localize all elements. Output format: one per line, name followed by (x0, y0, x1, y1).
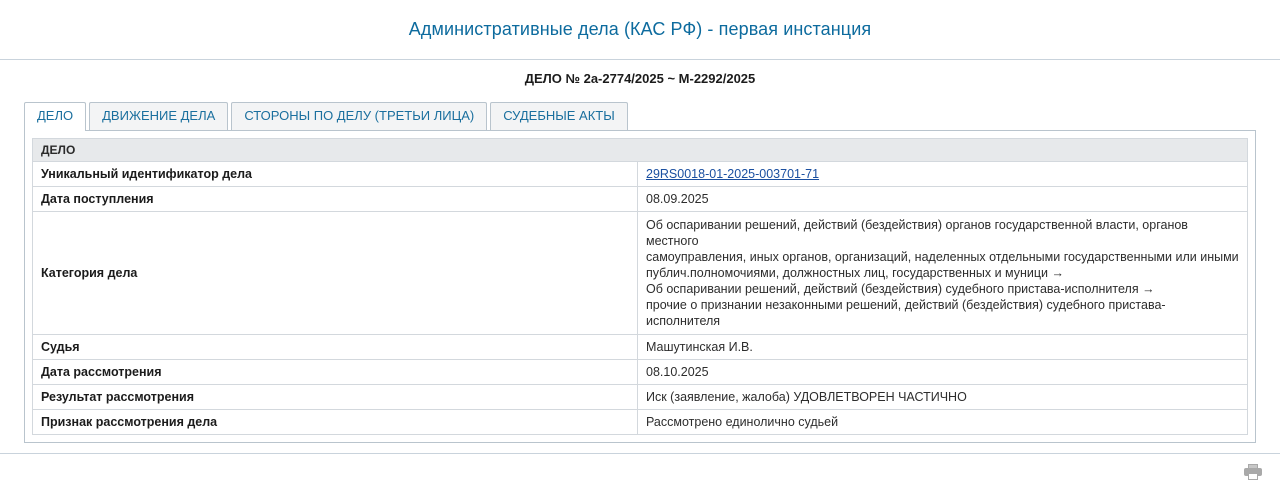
panel-container (0, 130, 1280, 443)
row-label-mode: Признак рассмотрения дела (33, 410, 638, 435)
category-line-2: самоуправления, иных органов, организаций, наделенных отдельными государственными или иными (646, 250, 1239, 264)
table-row (33, 162, 1248, 187)
row-value-received: 08.09.2025 (638, 187, 1248, 212)
tab-sudebnye-akty[interactable]: СУДЕБНЫЕ АКТЫ (490, 102, 628, 130)
table-row (33, 360, 1248, 385)
row-label-received: Дата поступления (33, 187, 638, 212)
case-number-bar (0, 60, 1280, 96)
table-row (33, 187, 1248, 212)
tabs-container (0, 102, 1280, 130)
category-line-1: Об оспаривании решений, действий (бездействия) органов государственной власти, органов местного (646, 218, 1188, 248)
print-icon-top (1248, 464, 1258, 469)
row-label-category: Категория дела (33, 212, 638, 335)
tab-list (24, 102, 1256, 130)
page-footer (0, 453, 1280, 489)
tab-delo[interactable]: ДЕЛО (24, 102, 86, 131)
page-header (0, 0, 1280, 60)
page-title: Административные дела (КАС РФ) - первая инстанция (408, 19, 872, 39)
row-label-judge: Судья (33, 335, 638, 360)
row-label-uid: Уникальный идентификатор дела (33, 162, 638, 187)
print-icon[interactable] (1244, 464, 1262, 480)
section-title: ДЕЛО (33, 139, 1248, 162)
row-value-judge: Машутинская И.В. (638, 335, 1248, 360)
case-details-panel (24, 130, 1256, 443)
table-row (33, 335, 1248, 360)
tab-storony-po-delu[interactable]: СТОРОНЫ ПО ДЕЛУ (ТРЕТЬИ ЛИЦА) (231, 102, 487, 130)
row-value-mode: Рассмотрено единолично судьей (638, 410, 1248, 435)
row-value-result: Иск (заявление, жалоба) УДОВЛЕТВОРЕН ЧАСТИЧНО (638, 385, 1248, 410)
print-icon-paper (1248, 473, 1258, 480)
row-value-category (638, 212, 1248, 335)
case-number: ДЕЛО № 2а-2774/2025 ~ М-2292/2025 (524, 70, 756, 86)
category-line-4: Об оспаривании решений, действий (бездействия) судебного пристава-исполнителя → (646, 282, 1155, 296)
tab-dvizhenie-dela[interactable]: ДВИЖЕНИЕ ДЕЛА (89, 102, 228, 130)
row-value-hearing-date: 08.10.2025 (638, 360, 1248, 385)
table-row (33, 410, 1248, 435)
row-value-uid (638, 162, 1248, 187)
category-line-3: публич.полномочиями, должностных лиц, государственных и муници → (646, 266, 1065, 280)
case-details-table (32, 138, 1248, 435)
row-label-result: Результат рассмотрения (33, 385, 638, 410)
table-section-header (33, 139, 1248, 162)
table-row (33, 385, 1248, 410)
category-line-5: прочие о признании незаконными решений, действий (бездействия) судебного пристава-исполнителя (646, 298, 1166, 328)
case-uid-link[interactable]: 29RS0018-01-2025-003701-71 (646, 167, 820, 181)
row-label-hearing-date: Дата рассмотрения (33, 360, 638, 385)
table-row (33, 212, 1248, 335)
